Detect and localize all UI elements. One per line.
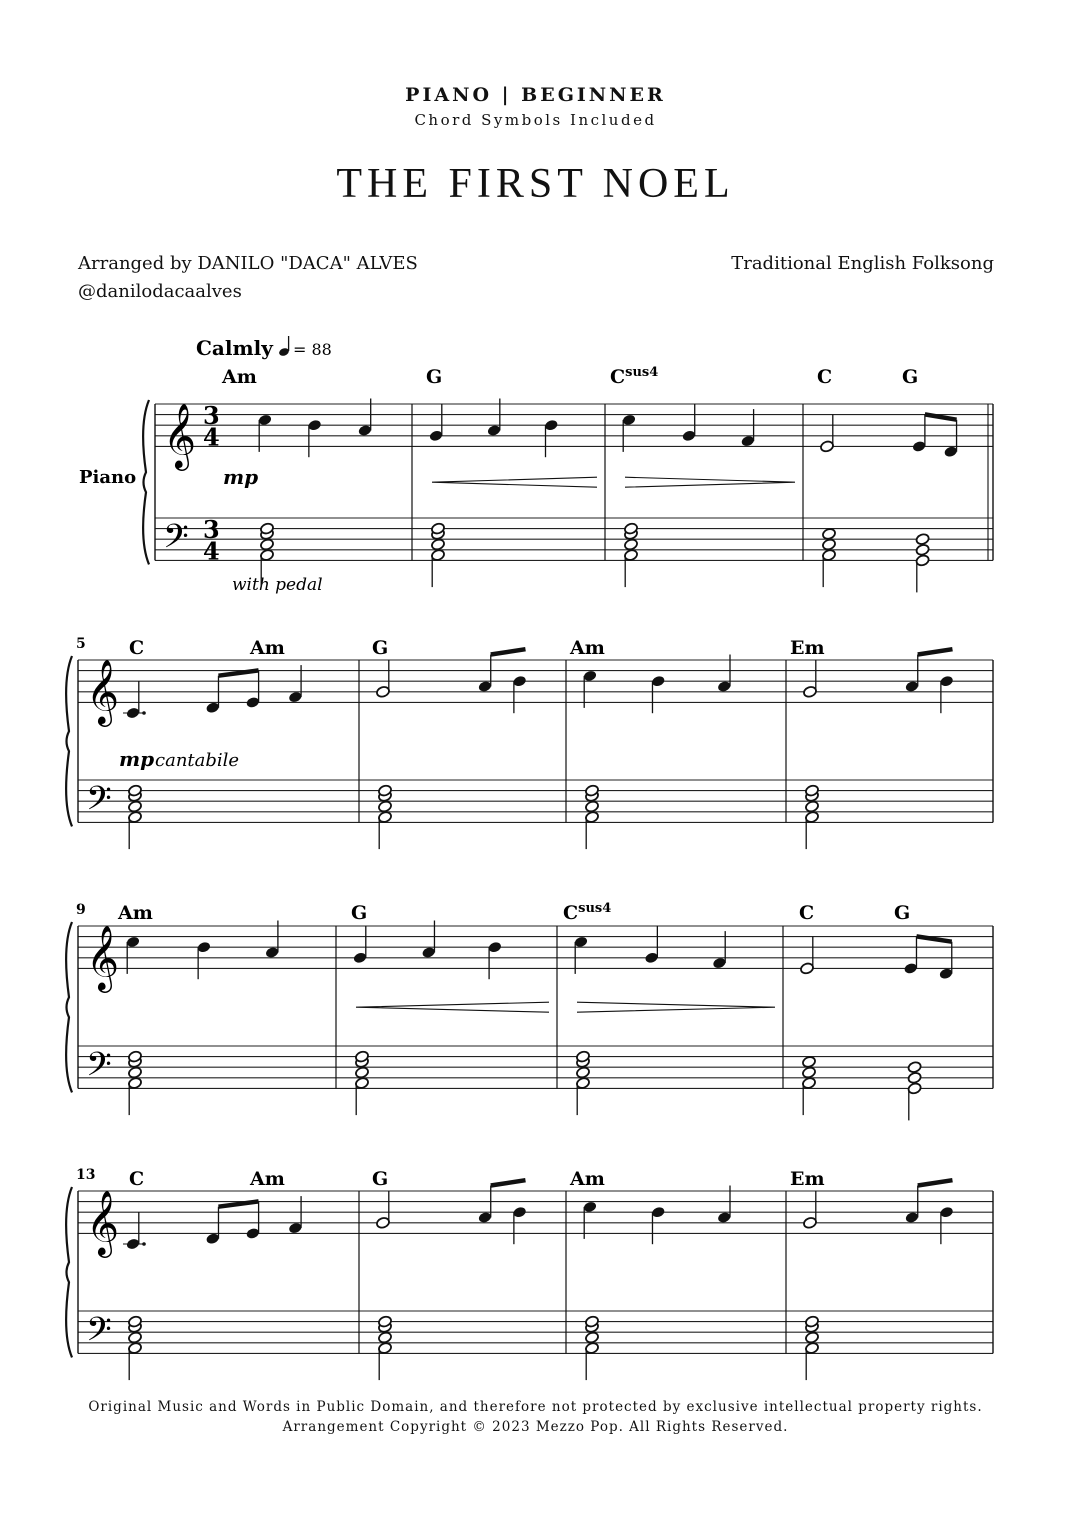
chord-symbol: G	[426, 366, 443, 388]
chord-symbol: $C^{sus4}$	[610, 365, 659, 388]
bass-note-head	[355, 1066, 370, 1079]
system-4	[66, 1167, 993, 1380]
bass-note-head	[260, 538, 275, 551]
diminuendo-hairpin	[625, 477, 795, 487]
dynamic-mp-1: mp	[223, 465, 259, 489]
beam	[918, 649, 953, 654]
beam	[491, 649, 526, 654]
expression-cantabile: cantabile	[155, 750, 240, 771]
bass-note-head	[802, 1055, 817, 1068]
composer-credit: Traditional English Folksong	[731, 253, 994, 274]
bass-note-head	[915, 543, 930, 556]
dynamic-mp-2: mp	[119, 747, 155, 771]
time-signature-bottom: 4	[203, 536, 220, 566]
chord-symbol: Am	[118, 902, 153, 924]
bass-note-head	[378, 1331, 393, 1344]
instrument-name: Piano	[79, 467, 137, 488]
bass-note-head	[822, 527, 837, 540]
bass-note-head	[431, 538, 446, 551]
time-signature-bottom: 4	[203, 422, 220, 452]
crescendo-hairpin	[432, 477, 597, 487]
bass-note-head	[822, 538, 837, 551]
chord-symbol: G	[372, 637, 389, 659]
bass-note-head	[915, 533, 930, 546]
chord-symbol: Am	[570, 637, 605, 659]
bass-clef-icon: 𝄢	[86, 779, 112, 826]
tempo-text: Calmly	[196, 336, 273, 360]
crescendo-hairpin	[356, 1002, 549, 1012]
chord-symbol: C	[817, 366, 833, 388]
beam	[218, 1201, 258, 1206]
bass-clef-icon: 𝄢	[86, 1045, 112, 1092]
brace-icon	[143, 400, 149, 564]
bass-clef-icon: 𝄢	[86, 1310, 112, 1357]
bass-note-head	[576, 1066, 591, 1079]
bass-note-head	[805, 800, 820, 813]
system-1	[143, 365, 993, 592]
treble-clef-icon: 𝄞	[86, 925, 120, 991]
footer-arrangement-copyright: Arrangement Copyright © 2023 Mezzo Pop. All Rights Reserved.	[282, 1419, 789, 1435]
beam	[218, 670, 258, 675]
chord-symbol: Am	[250, 637, 285, 659]
brace-icon	[66, 1187, 72, 1357]
chord-symbol: G	[351, 902, 368, 924]
bass-note-head	[585, 800, 600, 813]
diminuendo-hairpin	[577, 1002, 775, 1012]
chord-symbol: C	[799, 902, 815, 924]
bass-note-head	[128, 1066, 143, 1079]
treble-clef-icon: 𝄞	[163, 403, 197, 469]
system-3	[66, 901, 993, 1120]
beam	[491, 1180, 526, 1185]
bass-note-head	[802, 1066, 817, 1079]
chord-symbol: Am	[570, 1168, 605, 1190]
bass-note-head	[805, 1331, 820, 1344]
footer-copyright-note: Original Music and Words in Public Domain, and therefore not protected by exclusive intellectual property rights.	[88, 1399, 983, 1415]
chord-symbol: G	[902, 366, 919, 388]
beam	[916, 936, 951, 941]
bass-note-head	[128, 800, 143, 813]
bass-note-head	[907, 1071, 922, 1084]
chord-symbol: Am	[222, 366, 257, 388]
pedal-text: with pedal	[232, 575, 323, 595]
header-level: PIANO | BEGINNER	[405, 84, 666, 106]
page-title: THE FIRST NOEL	[336, 161, 735, 207]
beam	[925, 414, 957, 419]
chord-symbol: C	[129, 637, 145, 659]
chord-symbol: Am	[250, 1168, 285, 1190]
measure-number: 13	[76, 1167, 96, 1183]
chord-symbol: Em	[790, 1168, 825, 1190]
chord-symbol: G	[894, 902, 911, 924]
measure-number: 9	[76, 902, 86, 918]
brace-icon	[66, 922, 72, 1092]
bass-note-head	[624, 538, 639, 551]
treble-clef-icon: 𝄞	[86, 1190, 120, 1256]
chord-symbol: $C^{sus4}$	[563, 901, 612, 924]
arranger-credit: Arranged by DANILO "DACA" ALVES	[78, 253, 418, 274]
measure-number: 5	[76, 636, 86, 652]
bass-clef-icon: 𝄢	[163, 517, 189, 564]
beam	[918, 1180, 953, 1185]
treble-clef-icon: 𝄞	[86, 659, 120, 725]
chord-symbol: C	[129, 1168, 145, 1190]
bass-note-head	[378, 800, 393, 813]
bass-note-head	[128, 1331, 143, 1344]
bass-note-head	[585, 1331, 600, 1344]
brace-icon	[66, 656, 72, 826]
header-subtitle: Chord Symbols Included	[414, 111, 657, 129]
chord-symbol: Em	[790, 637, 825, 659]
system-2	[66, 636, 993, 849]
tempo-bpm: = 88	[293, 340, 332, 359]
chord-symbol: G	[372, 1168, 389, 1190]
bass-note-head	[907, 1061, 922, 1074]
time-signature-top: 3	[203, 515, 220, 545]
time-signature-top: 3	[203, 401, 220, 431]
arranger-handle: @danilodacaalves	[78, 281, 242, 302]
